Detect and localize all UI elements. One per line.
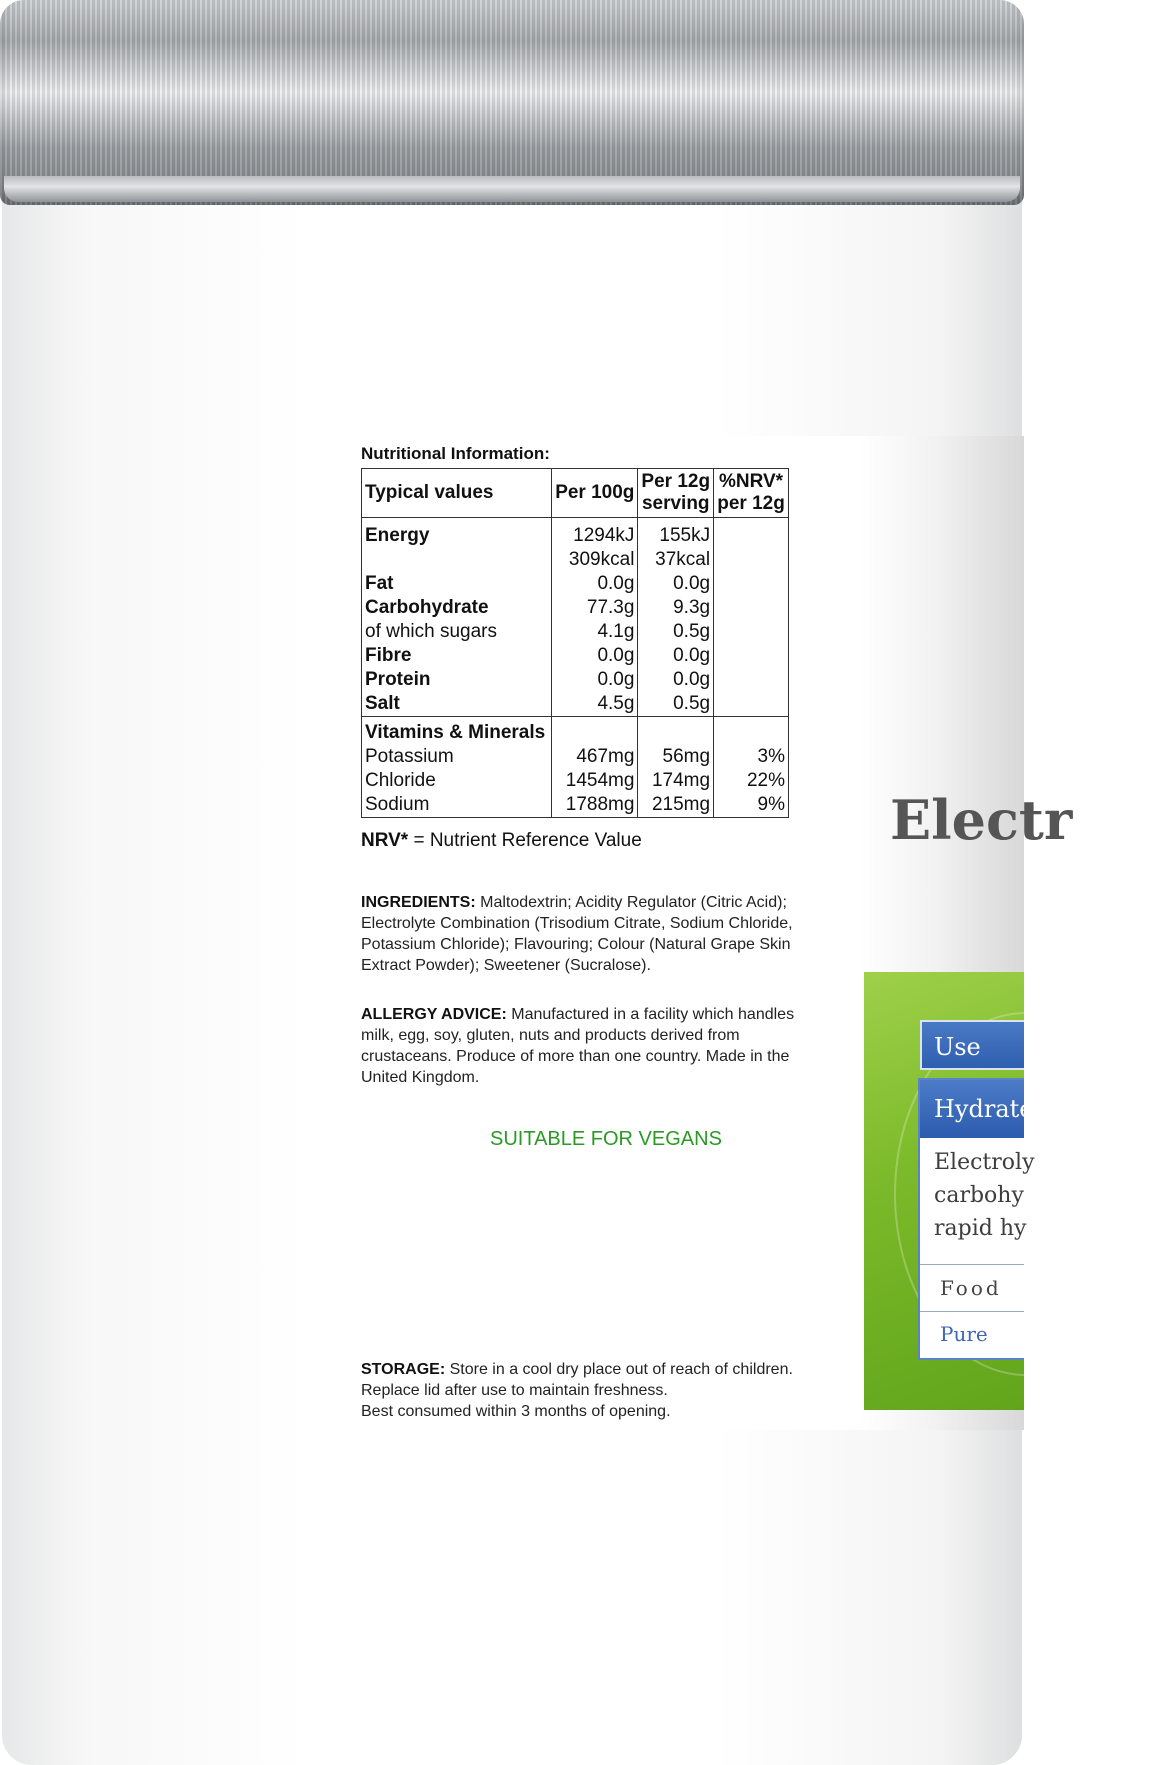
row-per12: 37kcal	[638, 548, 714, 572]
row-per100: 0.0g	[552, 572, 638, 596]
row-per12: 9.3g	[638, 596, 714, 620]
table-row	[362, 572, 789, 596]
row-per100: 0.0g	[552, 644, 638, 668]
row-per100: 1454mg	[552, 769, 638, 793]
header-per-100g: Per 100g	[552, 469, 638, 518]
row-nrv: 9%	[714, 793, 789, 818]
ingredients: INGREDIENTS: Maltodextrin; Acidity Regulator (Citric Acid); Electrolyte Combination (Trisodium Citrate, Sodium Chloride, Potassium Chloride); Flavouring; Colour (Natural Grape Skin Extract Powder); Sweetener (Sucralose).	[361, 894, 793, 974]
row-per12: 155kJ	[638, 524, 714, 548]
row-nrv	[714, 620, 789, 644]
lid-rim	[4, 176, 1020, 202]
row-nrv	[714, 548, 789, 572]
row-label: Carbohydrate	[362, 596, 552, 620]
row-per100: 467mg	[552, 745, 638, 769]
row-label: Potassium	[362, 745, 552, 769]
nutrition-table	[361, 468, 789, 818]
hydrate-bar: Hydrate	[920, 1080, 1024, 1138]
row-per12: 0.5g	[638, 620, 714, 644]
row-label: Protein	[362, 668, 552, 692]
row-per100: 4.1g	[552, 620, 638, 644]
table-header-row	[362, 469, 789, 518]
row-per12: 0.5g	[638, 692, 714, 717]
table-row	[362, 769, 789, 793]
row-label: Fat	[362, 572, 552, 596]
table-row	[362, 745, 789, 769]
row-nrv	[714, 668, 789, 692]
tub-lid	[0, 0, 1024, 205]
minerals-heading-row	[362, 717, 789, 746]
use-bar: Use	[920, 1020, 1024, 1070]
row-per100: 309kcal	[552, 548, 638, 572]
nrv-note: NRV* = Nutrient Reference Value	[361, 830, 642, 851]
row-per12: 0.0g	[638, 572, 714, 596]
row-per12: 174mg	[638, 769, 714, 793]
row-per100: 4.5g	[552, 692, 638, 717]
row-nrv: 3%	[714, 745, 789, 769]
vegan-notice: SUITABLE FOR VEGANS	[490, 1128, 722, 1150]
info-box	[918, 1078, 1035, 1360]
row-nrv	[714, 572, 789, 596]
header-nrv: %NRV* per 12g	[714, 469, 789, 518]
header-per-serving: Per 12g serving	[638, 469, 714, 518]
table-row	[362, 692, 789, 717]
table-row	[362, 620, 789, 644]
minerals-heading: Vitamins & Minerals	[362, 717, 552, 746]
allergy-advice: ALLERGY ADVICE: Manufactured in a facility which handles milk, egg, soy, gluten, nuts and products derived from crustaceans. Produce of more than one country. Made in the United Kingdom.	[361, 1006, 795, 1086]
row-per100: 1294kJ	[552, 524, 638, 548]
nutrition-title: Nutritional Information:	[361, 444, 550, 463]
row-label	[362, 548, 552, 572]
row-nrv	[714, 692, 789, 717]
table-row	[362, 668, 789, 692]
row-label: Energy	[362, 524, 552, 548]
row-per100: 1788mg	[552, 793, 638, 818]
info-line: rapid hy	[934, 1216, 1027, 1241]
row-per12: 56mg	[638, 745, 714, 769]
product-title: Electr	[890, 788, 1073, 852]
row-nrv	[714, 644, 789, 668]
row-label: Sodium	[362, 793, 552, 818]
table-row	[362, 596, 789, 620]
row-per12: 0.0g	[638, 668, 714, 692]
table-row	[362, 793, 789, 818]
table-row	[362, 524, 789, 548]
table-row	[362, 644, 789, 668]
row-nrv	[714, 524, 789, 548]
row-nrv: 22%	[714, 769, 789, 793]
row-nrv	[714, 596, 789, 620]
table-row	[362, 548, 789, 572]
row-label: Salt	[362, 692, 552, 717]
info-line: carbohy	[934, 1183, 1024, 1208]
info-line: Electroly	[934, 1150, 1035, 1175]
food-label: Food	[920, 1264, 1024, 1311]
pure-label: Pure	[920, 1311, 1024, 1356]
row-label: of which sugars	[362, 620, 552, 644]
row-per100: 0.0g	[552, 668, 638, 692]
storage: STORAGE: Store in a cool dry place out of reach of children. Replace lid after use to maintain freshness. Best consumed within 3 months of opening.	[361, 1361, 793, 1420]
info-lines	[920, 1138, 1035, 1264]
row-per12: 215mg	[638, 793, 714, 818]
row-per100: 77.3g	[552, 596, 638, 620]
row-per12: 0.0g	[638, 644, 714, 668]
header-typical-values: Typical values	[362, 469, 552, 518]
row-label: Chloride	[362, 769, 552, 793]
row-label: Fibre	[362, 644, 552, 668]
